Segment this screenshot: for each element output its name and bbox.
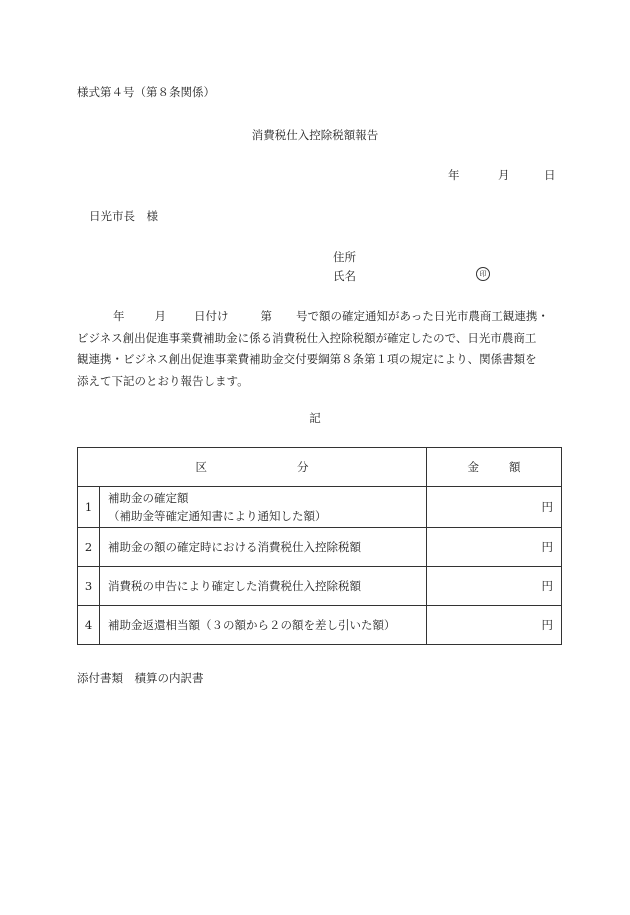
header-kingaku-1: 金 [467,460,479,474]
addressee: 日光市長 様 [89,209,158,223]
table-header-row [78,448,562,487]
table-row [78,567,562,606]
body-line-3: 観連携・ビジネス創出促進事業費補助金交付要綱第８条第１項の規定により、関係書類を [77,352,537,366]
document-title: 消費税仕入控除税額報告 [251,128,379,142]
body-line-1 [77,306,559,328]
address-label: 住所 [333,250,356,264]
row-number: 1 [78,487,100,528]
date-day-label: 日 [544,168,556,182]
body-line-4: 添えて下記のとおり報告します。 [77,373,249,388]
row-number: 4 [78,606,100,645]
date-year-label: 年 [448,168,460,182]
report-body [77,306,559,392]
row-amount[interactable] [427,528,562,567]
header-kubun-2: 分 [297,460,309,474]
header-kingaku [427,448,562,487]
header-kubun-1: 区 [195,460,207,474]
yen-unit: 円 [541,618,553,632]
row-number: 2 [78,528,100,567]
table-row [78,528,562,567]
date-month-label: 月 [498,168,510,182]
row-amount[interactable] [427,487,562,528]
report-table [77,447,562,645]
row-item: 消費税の申告により確定した消費税仕入控除税額 [100,567,427,606]
ki-label: 記 [309,411,321,425]
row-item [100,487,427,528]
body-line-1-rest: 号で額の確定通知があった日光市農商工観連携・ [296,309,549,323]
attachment-note: 添付書類 積算の内訳書 [77,671,204,685]
row-item: 補助金の額の確定時における消費税仕入控除税額 [100,528,427,567]
form-number: 様式第４号（第８条関係） [77,85,215,99]
yen-unit: 円 [541,540,553,554]
row-number: 3 [78,567,100,606]
body-date: 日付け [194,309,229,323]
name-label: 氏名 [333,269,356,283]
header-kingaku-2: 額 [509,460,521,474]
yen-unit: 円 [541,500,553,514]
body-month: 月 [154,309,166,323]
body-number: 第 [260,309,272,323]
row-amount[interactable] [427,606,562,645]
header-kubun [78,448,427,487]
row-item-sub: （補助金等確定通知書により通知した額） [108,509,327,523]
yen-unit: 円 [541,579,553,593]
seal-mark: 印 [476,267,490,281]
table-row [78,606,562,645]
row-item-main: 補助金の確定額 [108,491,189,505]
body-line-2: ビジネス創出促進事業費補助金に係る消費税仕入控除税額が確定したので、日光市農商工 [77,330,537,345]
row-amount[interactable] [427,567,562,606]
row-item: 補助金返還相当額（３の額から２の額を差し引いた額） [100,606,427,645]
table-row [78,487,562,528]
body-year: 年 [113,309,125,323]
